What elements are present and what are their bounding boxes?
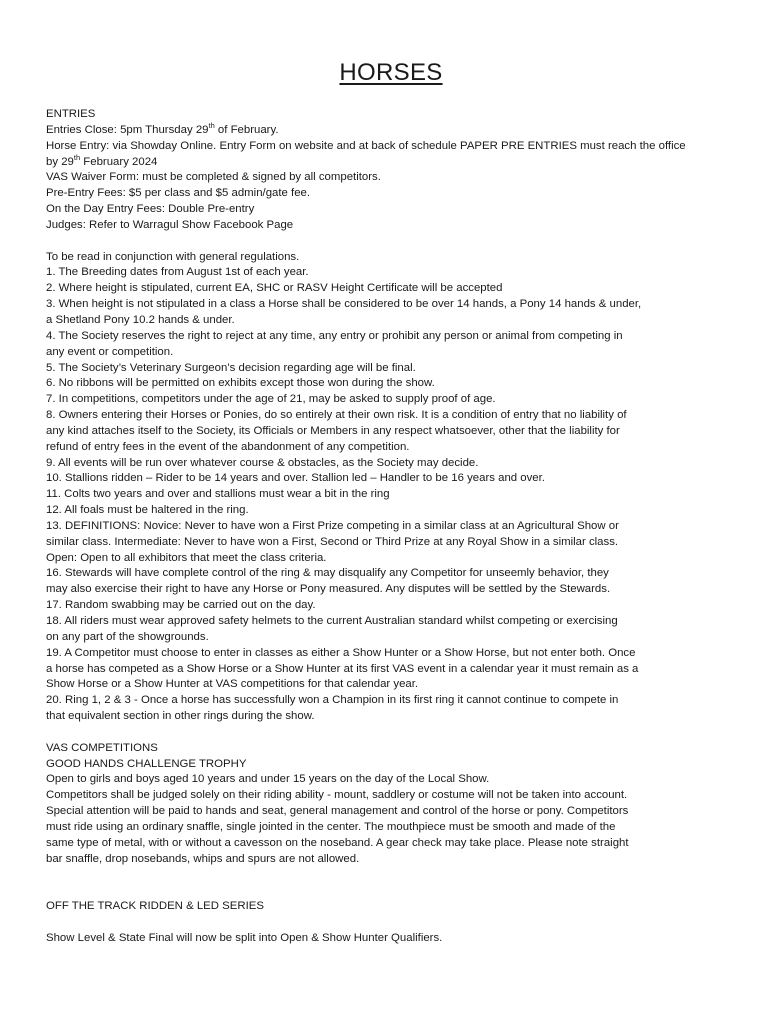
ottr-text: Show Level & State Final will now be split into Open & Show Hunter Qualifiers. xyxy=(46,931,443,944)
vas-text-line: must ride using an ordinary snaffle, single jointed in the center. The mouthpiece must be smooth and made of the xyxy=(46,820,616,833)
regulation-line: 7. In competitions, competitors under the age of 21, may be asked to supply proof of age. xyxy=(46,393,496,406)
document-page xyxy=(46,58,736,947)
regulations-section xyxy=(46,250,736,725)
regulations-list xyxy=(46,265,736,724)
regulation-line: any kind attaches itself to the Society, its Officials or Members in any respect whatsoever, other that the liability for xyxy=(46,424,620,437)
regulation-line: may also exercise their right to have any Horse or Pony measured. Any disputes will be settled by the Stewards. xyxy=(46,583,611,596)
entries-close-sup: th xyxy=(208,121,215,131)
page-title: HORSES xyxy=(339,59,443,86)
entries-section xyxy=(46,107,736,234)
waiver-line: VAS Waiver Form: must be completed & signed by all competitors. xyxy=(46,171,381,184)
vas-section xyxy=(46,741,736,868)
regulation-line: 16. Stewards will have complete control of the ring & may disqualify any Competitor for unseemly behavior, they xyxy=(46,567,609,580)
vas-text-line: Open to girls and boys aged 10 years and under 15 years on the day of the Local Show. xyxy=(46,773,490,786)
regulation-line: 3. When height is not stipulated in a class a Horse shall be considered to be over 14 hands, a Pony 14 hands & under, xyxy=(46,298,642,311)
regulation-line: that equivalent section in other rings during the show. xyxy=(46,710,315,723)
regulation-line: 20. Ring 1, 2 & 3 - Once a horse has successfully won a Champion in its first ring it cannot continue to compete in xyxy=(46,694,619,707)
pre-entry-fees-line: Pre-Entry Fees: $5 per class and $5 admin/gate fee. xyxy=(46,187,311,200)
horse-entry-deadline-line xyxy=(46,152,736,171)
judges-line: Judges: Refer to Warragul Show Facebook Page xyxy=(46,218,294,231)
regulation-line: 17. Random swabbing may be carried out on the day. xyxy=(46,599,316,612)
regulation-line: on any part of the showgrounds. xyxy=(46,630,209,643)
regulation-line: 6. No ribbons will be permitted on exhibits except those won during the show. xyxy=(46,377,435,390)
regulation-line: 5. The Society’s Veterinary Surgeon’s decision regarding age will be final. xyxy=(46,361,416,374)
spacer xyxy=(46,915,736,931)
regulation-line: 13. DEFINITIONS: Novice: Never to have won a First Prize competing in a similar class at an Agricultural Show or xyxy=(46,519,619,532)
regulation-line: any event or competition. xyxy=(46,345,174,358)
vas-subheading: GOOD HANDS CHALLENGE TROPHY xyxy=(46,757,247,770)
vas-text-line: same type of metal, with or without a cavesson on the noseband. A gear check may take place. Please note straight xyxy=(46,836,629,849)
ottr-heading: OFF THE TRACK RIDDEN & LED SERIES xyxy=(46,900,264,913)
regulation-line: 10. Stallions ridden – Rider to be 14 years and over. Stallion led – Handler to be 16 years and over. xyxy=(46,472,545,485)
regulation-line: 18. All riders must wear approved safety helmets to the current Australian standard whilst competing or exercising xyxy=(46,615,618,627)
horse-entry-deadline-text: by 29 xyxy=(46,155,74,168)
regulation-line: refund of entry fees in the event of the abandonment of any competition. xyxy=(46,440,410,453)
regulation-line: Open: Open to all exhibitors that meet the class criteria. xyxy=(46,551,327,564)
regulation-line: 11. Colts two years and over and stallions must wear a bit in the ring xyxy=(46,488,390,501)
vas-text-line: Special attention will be paid to hands and seat, general management and control of the horse or pony. Competitors xyxy=(46,805,629,818)
spacer xyxy=(46,868,736,900)
horse-entry-deadline-sup: th xyxy=(73,152,81,162)
spacer xyxy=(46,234,736,250)
regulation-line: 2. Where height is stipulated, current EA, SHC or RASV Height Certificate will be accepted xyxy=(46,282,503,295)
regulation-line: 1. The Breeding dates from August 1st of each year. xyxy=(46,266,309,279)
regulation-line: Show Horse or a Show Hunter at VAS competitions for that calendar year. xyxy=(46,678,419,691)
entries-heading: ENTRIES xyxy=(46,108,96,120)
regulation-line: 4. The Society reserves the right to reject at any time, any entry or prohibit any person or animal from competing in xyxy=(46,329,623,342)
regulation-line: a Shetland Pony 10.2 hands & under. xyxy=(46,313,235,326)
regulation-line: 19. A Competitor must choose to enter in classes as either a Show Hunter or a Show Horse, but not enter both. Once xyxy=(46,646,636,659)
horse-entry-deadline-suffix: February 2024 xyxy=(80,155,158,168)
regulation-line: a horse has competed as a Show Horse or a Show Hunter at its first VAS event in a calendar year it must remain as a xyxy=(46,662,639,675)
regulations-intro: To be read in conjunction with general regulations. xyxy=(46,250,300,263)
vas-text-line: bar snaffle, drop nosebands, whips and spurs are not allowed. xyxy=(46,852,360,865)
vas-heading: VAS COMPETITIONS xyxy=(46,741,158,754)
entries-close-text: Entries Close: 5pm Thursday 29 xyxy=(46,123,209,136)
regulation-line: 12. All foals must be haltered in the ring. xyxy=(46,504,249,517)
regulation-line: similar class. Intermediate: Never to have won a First, Second or Third Prize at any Royal Show in a similar class. xyxy=(46,535,619,548)
entries-close-suffix: of February. xyxy=(214,123,279,136)
ottr-section xyxy=(46,899,736,947)
regulation-line: 8. Owners entering their Horses or Ponies, do so entirely at their own risk. It is a condition of entry that no liability of xyxy=(46,409,627,422)
entries-close-line xyxy=(46,123,736,139)
vas-text-block xyxy=(46,772,736,867)
horse-entry-line: Horse Entry: via Showday Online. Entry Form on website and at back of schedule PAPER PRE ENTRIES must reach the office xyxy=(46,139,686,152)
spacer xyxy=(46,725,736,741)
vas-text-line: Competitors shall be judged solely on their riding ability - mount, saddlery or costume will not be taken into account. xyxy=(46,789,628,802)
on-the-day-fees-line: On the Day Entry Fees: Double Pre-entry xyxy=(46,203,255,216)
regulation-line: 9. All events will be run over whatever course & obstacles, as the Society may decide. xyxy=(46,456,479,469)
